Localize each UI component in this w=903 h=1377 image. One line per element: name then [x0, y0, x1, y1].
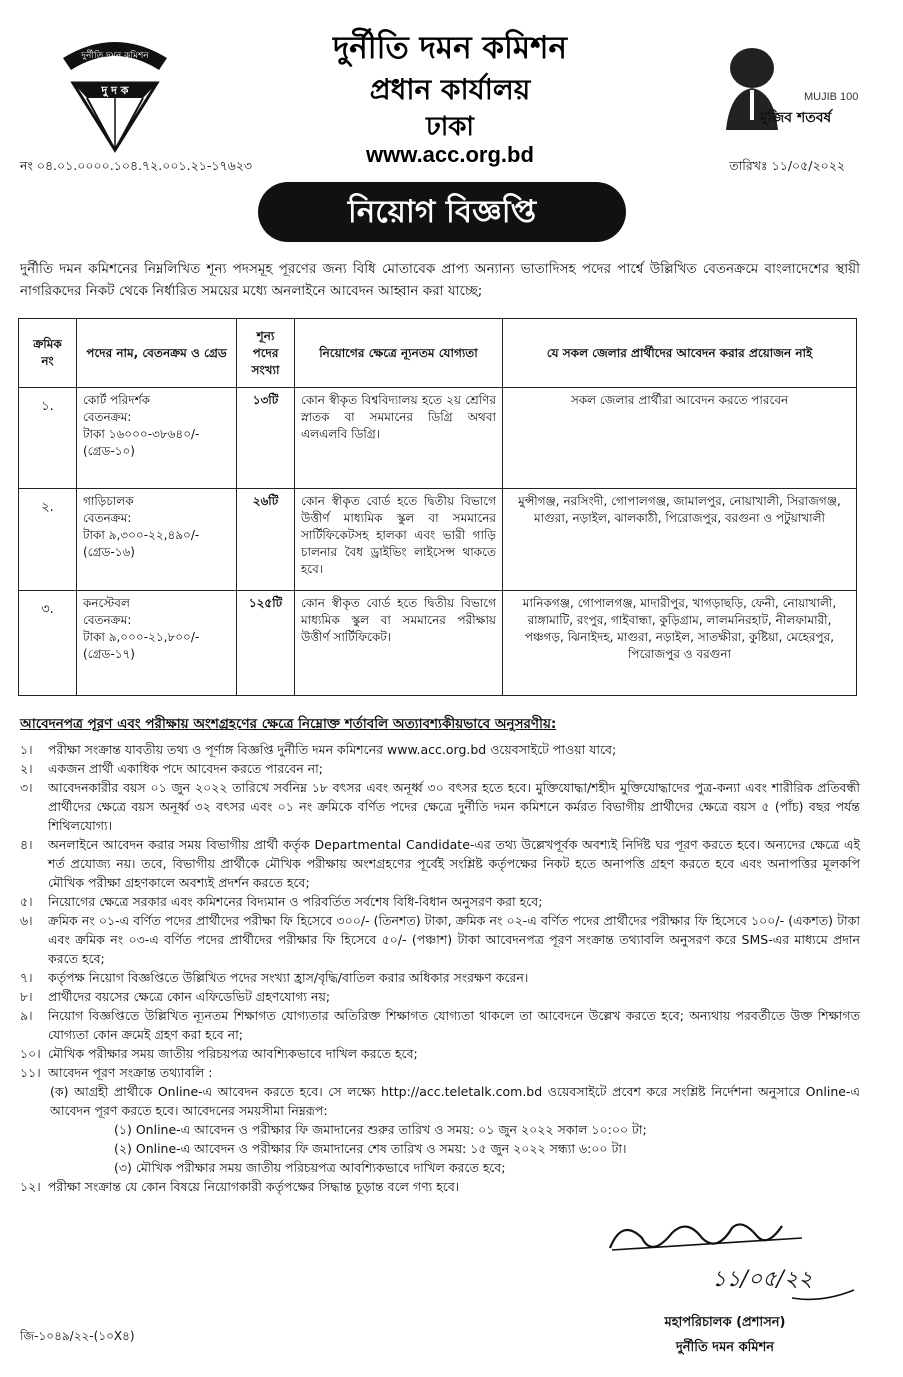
table-row [19, 590, 857, 695]
gazette-code: জি-১০৪৯/২২-(১০X৪) [20, 1329, 135, 1343]
row-serial: ২. [19, 489, 77, 590]
item-number: ৪। [20, 837, 33, 852]
list-item [20, 740, 860, 759]
signatory-title: মহাপরিচালক (প্রশাসন) [664, 1315, 786, 1330]
mujib-100-mark: MUJIB 100 [804, 91, 859, 103]
pay-scale-label: বেতনক্রম: [83, 612, 132, 627]
pay-scale: টাকা ১৬০০০-৩৮৬৪০/-(গ্রেড-১০) [83, 427, 200, 458]
list-item [20, 835, 860, 892]
list-item [20, 778, 860, 835]
pay-scale: টাকা ৯,৩০০-২২,৪৯০/-(গ্রেড-১৬) [83, 528, 200, 560]
row-post-cell [77, 489, 237, 590]
post-name: গাড়িচালক [83, 494, 134, 509]
conditions-list [20, 740, 860, 1196]
item-text: আবেদনকারীর বয়স ০১ জুন ২০২২ তারিখে সর্বনিম্ন ১৮ বৎসর এবং অনূর্ধ্ব ৩০ বৎসর হতে হবে। মুক্তিযোদ্ধা/শহীদ মুক্তিযোদ্ধাদের পুত্র-কন্যা এবং শারীরিক প্রতিবন্ধী প্রার্থীদের ক্ষেত্রে বয়স অনূর্ধ্ব ৩২ বৎসর এবং ০১ নং ক্রমিকে বর্ণিত পদের ক্ষেত্রে দুর্নীতি দমন কমিশনে কর্মরত বিভাগীয় প্রার্থীদের ক্ষেত্রে বয়স ৫ (পাঁচ) বছর পর্যন্ত শিথিলযোগ্য। [48, 780, 860, 833]
list-item [20, 911, 860, 968]
item-number: ১০। [20, 1046, 41, 1061]
table-row [19, 489, 857, 590]
min-qualification: কোন স্বীকৃত বিশ্ববিদ্যালয় হতে ২য় শ্রেণির স্নাতক বা সমমানের ডিগ্রি অথবা এলএলবি ডিগ্রি। [295, 388, 503, 489]
col-serial: ক্রমিক নং [19, 319, 77, 388]
item-number: ৭। [20, 970, 33, 985]
item-text: পরীক্ষা সংক্রান্ত যাবতীয় তথ্য ও পূর্ণাঙ্গ বিজ্ঞপ্তি দুর্নীতি দমন কমিশনের www.acc.org.bd ওয়েবসাইটে পাওয়া যাবে; [48, 742, 617, 757]
vacancy-table [18, 318, 857, 696]
org-name: দুর্নীতি দমন কমিশন [333, 30, 567, 66]
row-serial: ১. [19, 388, 77, 489]
memo-number: নং ০৪.০১.০০০০.১০৪.৭২.০০১.২১-১৭৬২৩ [20, 158, 252, 173]
signature-date: ১১/০৫/২২ [712, 1267, 813, 1292]
item-number: ৬। [20, 913, 33, 928]
mujib-badge-text: মুজিব শতবর্ষ [760, 110, 832, 126]
list-item [20, 892, 860, 911]
min-qualification: কোন স্বীকৃত বোর্ড হতে দ্বিতীয় বিভাগে উত্তীর্ণ মাধ্যমিক স্কুল বা সমমানের সার্টিফিকেটসহ হালকা এবং ভারী গাড়ি চালনার বৈধ ড্রাইভিং লাইসেন্স থাকতে হবে। [295, 489, 503, 590]
item-text: একজন প্রার্থী একাধিক পদে আবেদন করতে পারবেন না; [48, 761, 323, 776]
sub-sub-item: (৩) মৌখিক পরীক্ষার সময় জাতীয় পরিচয়পত্র আবশ্যিকভাবে দাখিল করতে হবে; [114, 1160, 506, 1175]
item-text: নিয়োগের ক্ষেত্রে সরকার এবং কমিশনের বিদ্যমান ও পরিবর্তিত সর্বশেষ বিধি-বিধান অনুসরণ করা হবে; [48, 894, 543, 909]
website-url[interactable]: www.acc.org.bd [366, 142, 534, 167]
signatory-org: দুর্নীতি দমন কমিশন [675, 1340, 775, 1355]
item-number: ২। [20, 761, 33, 776]
sub-item-text: (ক) আগ্রহী প্রার্থীকে Online-এ আবেদন করতে হবে। সে লক্ষ্যে http://acc.teletalk.com.bd ওয়েবসাইটে প্রবেশ করে সংশ্লিষ্ট নির্দেশনা অনুসারে Online-এ আবেদন পূরণ করতে হবে। আবেদনের সময়সীমা নিম্নরূপ: [50, 1084, 860, 1118]
sub-item-a [20, 1082, 860, 1120]
mujib-100-emblem [712, 40, 859, 135]
notice-banner: নিয়োগ বিজ্ঞপ্তি [258, 182, 626, 242]
item-text: আবেদন পূরণ সংক্রান্ত তথ্যাবলি : [48, 1065, 213, 1080]
item-number: ১১। [20, 1065, 41, 1080]
list-item [20, 968, 860, 987]
col-post: পদের নাম, বেতনক্রম ও গ্রেড [77, 319, 237, 388]
vacancy-count: ১৩টি [237, 388, 295, 489]
list-item [20, 1044, 860, 1063]
item-number: ১২। [20, 1179, 41, 1194]
logo-ribbon-text: দুর্নীতি দমন কমিশন [81, 51, 149, 61]
item-text: নিয়োগ বিজ্ঞপ্তিতে উল্লিখিত ন্যূনতম শিক্ষাগত যোগ্যতার অতিরিক্ত শিক্ষাগত যোগ্যতা থাকলে তা আবেদনে উল্লেখ করতে হবে; অন্যথায় পরবর্তীতে উক্ত শিক্ষাগত যোগ্যতা কোন ক্রমেই গ্রহণ করা হবে না; [48, 1008, 860, 1042]
col-qualification: নিয়োগের ক্ষেত্রে ন্যূনতম যোগ্যতা [295, 319, 503, 388]
item-number: ৫। [20, 894, 33, 909]
intro-paragraph: দুর্নীতি দমন কমিশনের নিম্নলিখিত শূন্য পদসমূহ পূরণের জন্য বিধি মোতাবেক প্রাপ্য অন্যান্য ভাতাদিসহ পদের পার্শ্বে উল্লিখিত বেতনক্রমে বাংলাদেশের স্থায়ী নাগরিকদের নিকট থেকে নির্ধারিত সময়ের মধ্যে অনলাইনে আবেদন আহ্বান করা যাচ্ছে; [20, 261, 860, 299]
list-item [20, 1177, 860, 1196]
item-number: ৮। [20, 989, 33, 1004]
sub-sub-item: (১) Online-এ আবেদন ও পরীক্ষার ফি জমাদানের শুরুর তারিখ ও সময়: ০১ জুন ২০২২ সকাল ১০:০০ টা; [114, 1122, 647, 1137]
vacancy-count: ২৬টি [237, 489, 295, 590]
item-text: কর্তৃপক্ষ নিয়োগ বিজ্ঞপ্তিতে উল্লিখিত পদের সংখ্যা হ্রাস/বৃদ্ধি/বাতিল করার অধিকার সংরক্ষণ করেন। [48, 970, 529, 985]
handwritten-signature [592, 1208, 862, 1318]
list-item [20, 759, 860, 778]
table-row [19, 388, 857, 489]
item-number: ৩। [20, 780, 33, 795]
item-text: অনলাইনে আবেদন করার সময় বিভাগীয় প্রার্থী কর্তৃক Departmental Candidate-এর তথ্য উল্লেখপূর্বক অবশ্যই নির্দিষ্ট ঘর পূরণ করতে হবে। অন্যদের ক্ষেত্রে এই শর্ত প্রযোজ্য নয়। তবে, বিভাগীয় প্রার্থীকে মৌখিক পরীক্ষায় অংশগ্রহণের পূর্বেই সংশ্লিষ্ট কর্তৃপক্ষের নিকট হতে অনাপত্তি গ্রহণ করতে হবে এবং অনাপত্তির মূলকপি মৌখিক পরীক্ষা গ্রহণকালে অবশ্যই প্রদর্শন করতে হবে; [48, 837, 860, 890]
list-item [20, 1006, 860, 1044]
item-number: ৯। [20, 1008, 33, 1023]
city-name: ঢাকা [426, 112, 474, 142]
office-name: প্রধান কার্যালয় [369, 73, 531, 106]
excluded-districts: মুন্সীগঞ্জ, নরসিংদী, গোপালগঞ্জ, জামালপুর, নোয়াখালী, সিরাজগঞ্জ, মাগুরা, নড়াইল, ঝালকাঠী, পিরোজপুর, বরগুনা ও পটুয়াখালী [503, 489, 857, 590]
post-name: কোর্ট পরিদর্শক [83, 393, 151, 407]
notice-date: তারিখঃ ১১/০৫/২০২২ [729, 158, 845, 173]
row-serial: ৩. [19, 590, 77, 695]
item-text: ক্রমিক নং ০১-এ বর্ণিত পদের প্রার্থীদের পরীক্ষা ফি হিসেবে ৩০০/- (তিনশত) টাকা, ক্রমিক নং ০২-এ বর্ণিত পদের প্রার্থীদের পরীক্ষার ফি হিসেবে ১০০/- (একশত) টাকা এবং ক্রমিক নং ০৩-এ বর্ণিত পদের প্রার্থীদের পরীক্ষার ফি হিসেবে ৫০/- (পঞ্চাশ) টাকা আবেদনপত্র পূরণ সংক্রান্ত তথ্যাবলি অনুসরণ করে SMS-এর মাধ্যমে প্রদান করতে হবে; [48, 913, 860, 966]
list-item [20, 987, 860, 1006]
item-number: ১। [20, 742, 33, 757]
pay-scale-label: বেতনক্রম: [83, 511, 132, 526]
list-item [20, 1063, 860, 1082]
item-text: পরীক্ষা সংক্রান্ত যে কোন বিষয়ে নিয়োগকারী কর্তৃপক্ষের সিদ্ধান্ত চূড়ান্ত বলে গণ্য হবে। [48, 1179, 460, 1194]
col-count: শূন্য পদের সংখ্যা [237, 319, 295, 388]
post-name: কনস্টেবল [83, 595, 130, 610]
sub-sub-item: (২) Online-এ আবেদন ও পরীক্ষার ফি জমাদানের শেষ তারিখ ও সময়: ১৫ জুন ২০২২ সন্ধ্যা ৬:০০ টা। [114, 1141, 627, 1156]
min-qualification: কোন স্বীকৃত বোর্ড হতে দ্বিতীয় বিভাগে মাধ্যমিক স্কুল বা সমমানের পরীক্ষায় উত্তীর্ণ সার্টিফিকেট। [295, 590, 503, 695]
conditions-heading: আবেদনপত্র পূরণ এবং পরীক্ষায় অংশগ্রহণের ক্ষেত্রে নিম্নোক্ত শর্তাবলি অত্যাবশ্যকীয়ভাবে অনুসরণীয়: [20, 716, 557, 732]
vacancy-count: ১২৫টি [237, 590, 295, 695]
excluded-districts: মানিকগঞ্জ, গোপালগঞ্জ, মাদারীপুর, খাগড়াছড়ি, ফেনী, নোয়াখালী, রাঙ্গামাটি, রংপুর, গাইবান্ধা, কুড়িগ্রাম, লালমনিরহাট, নীলফামারী, পঞ্চগড়, ঝিনাইদহ, মাগুরা, নড়াইল, সাতক্ষীরা, কুষ্টিয়া, মেহেরপুর, পিরোজপুর ও বরগুনা [503, 590, 857, 695]
logo-letters: দু দ ক [101, 84, 129, 97]
pay-scale: টাকা ৯,০০০-২১,৮০০/-(গ্রেড-১৭) [83, 629, 200, 661]
excluded-districts: সকল জেলার প্রার্থীরা আবেদন করতে পারবেন [503, 388, 857, 489]
row-post-cell [77, 388, 237, 489]
table-header-row [19, 319, 857, 388]
item-text: মৌখিক পরীক্ষার সময় জাতীয় পরিচয়পত্র আবশ্যিকভাবে দাখিল করতে হবে; [48, 1046, 418, 1061]
row-post-cell [77, 590, 237, 695]
pay-scale-label: বেতনক্রম: [83, 410, 132, 424]
col-districts: যে সকল জেলার প্রার্থীদের আবেদন করার প্রয়োজন নাই [503, 319, 857, 388]
item-text: প্রার্থীদের বয়সের ক্ষেত্রে কোন এফিডেভিট গ্রহণযোগ্য নয়; [48, 989, 331, 1004]
acc-logo [55, 28, 175, 153]
